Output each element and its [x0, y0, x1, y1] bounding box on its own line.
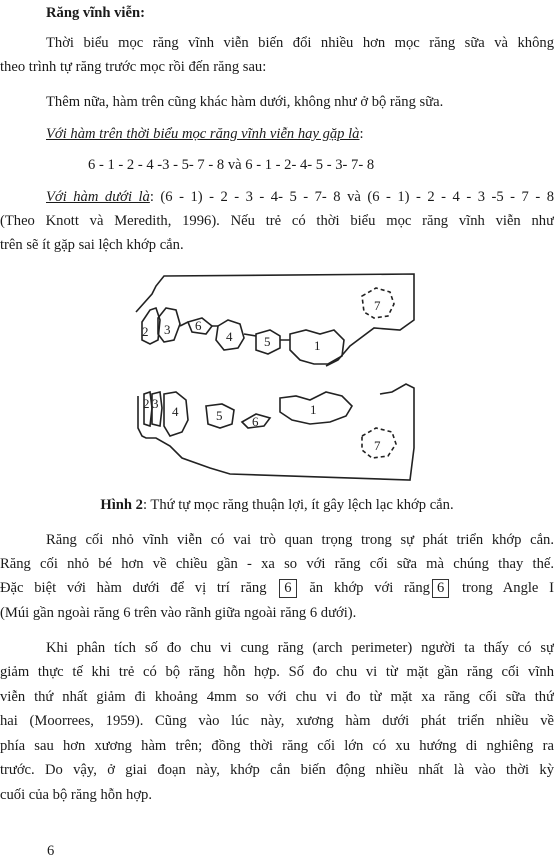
- lower-tooth-label-3: 3: [152, 396, 159, 411]
- lower-tooth-label-5: 5: [216, 408, 223, 423]
- paragraph-3-line-3: Đặc biệt với hàm dưới để vị trí răng 6 ăn khớp với răng 6 trong Angle I: [0, 580, 554, 596]
- paragraph-3-line-4: (Múi gần ngoài răng 6 trên vào rãnh giữa ngoài răng 6 dưới).: [0, 605, 357, 621]
- lower-jaw-line-2: (Theo Knott và Meredith, 1996). Nếu trẻ có thời biểu mọc răng vĩnh viễn như: [0, 213, 554, 229]
- paragraph-2: Thêm nữa, hàm trên cũng khác hàm dưới, không như ở bộ răng sữa.: [46, 94, 444, 110]
- paragraph-4-line-4: hai (Moorrees, 1959). Cũng vào lúc này, xương hàm dưới phát triển nhiều về: [0, 713, 554, 729]
- paragraph-4-line-3: viễn thứ nhất giảm đi khoảng 4mm so với chu vi đo từ mặt xa răng cối sữa thứ: [0, 689, 554, 705]
- paragraph-1-line-2: theo trình tự răng trước mọc rồi đến răng sau:: [0, 59, 267, 75]
- upper-jaw-outline: [136, 274, 414, 366]
- paragraph-3-line-2: Răng cối nhỏ bé hơn về chiều gần - xa so với răng cối sữa mà chúng thay thế.: [0, 556, 554, 572]
- tooth-6-box-lower: 6: [432, 579, 449, 598]
- upper-jaw-sequence: 6 - 1 - 2 - 4 -3 - 5- 7 - 8 và 6 - 1 - 2- 4- 5 - 3- 7- 8: [88, 157, 375, 173]
- upper-tooth-label-6: 6: [195, 318, 202, 333]
- paragraph-4-line-2: giảm thực tế khi trẻ có bộ răng hỗn hợp. Số đo chu vi từ mặt gần răng cối vĩnh: [0, 664, 554, 680]
- tooth-eruption-figure: [130, 268, 430, 488]
- upper-tooth-label-3: 3: [164, 322, 171, 337]
- upper-tooth-label-5: 5: [264, 334, 271, 349]
- paragraph-4-line-7: cuối của bộ răng hỗn hợp.: [0, 787, 152, 803]
- upper-jaw-label: Với hàm trên thời biểu mọc răng vĩnh viễn hay gặp là:: [46, 126, 364, 142]
- figure-caption: Hình 2: Thứ tự mọc răng thuận lợi, ít gây lệch lạc khớp cắn.: [100, 497, 454, 513]
- upper-tooth-label-7: 7: [374, 298, 381, 313]
- paragraph-1-line-1: Thời biểu mọc răng vĩnh viễn biến đổi nhiều hơn mọc răng sữa và không: [46, 35, 554, 51]
- lower-tooth-label-6: 6: [252, 414, 259, 429]
- paragraph-3-line-1: Răng cối nhỏ vĩnh viễn có vai trò quan trọng trong sự phát triển khớp cắn.: [46, 532, 554, 548]
- paragraph-4-line-6: trước. Do vậy, ở giai đoạn này, khớp cắn biến động nhiều nhất là vào thời kỳ: [0, 762, 554, 778]
- lower-tooth-label-4: 4: [172, 404, 179, 419]
- lower-jaw-outline: [138, 384, 414, 480]
- upper-tooth-label-1: 1: [314, 338, 321, 353]
- lower-jaw-line-3: trên sẽ ít gặp sai lệch khớp cắn.: [0, 237, 184, 253]
- tooth-6-box-upper: 6: [279, 579, 296, 598]
- paragraph-4-line-1: Khi phân tích số đo chu vi cung răng (arch perimeter) người ta thấy có sự: [46, 640, 554, 656]
- lower-tooth-label-1: 1: [310, 402, 317, 417]
- upper-tooth-label-2: 2: [142, 324, 149, 339]
- page-number: 6: [47, 843, 55, 859]
- lower-tooth-label-7: 7: [374, 438, 381, 453]
- section-heading: Răng vĩnh viễn:: [46, 5, 145, 21]
- paragraph-4-line-5: phía sau hơn xương hàm trên; đồng thời răng cối lớn có xu hướng di nghiêng ra: [0, 738, 554, 754]
- lower-tooth-label-2: 2: [143, 396, 150, 411]
- upper-tooth-label-4: 4: [226, 329, 233, 344]
- lower-jaw-line-1: Với hàm dưới là: (6 - 1) - 2 - 3 - 4- 5 - 7- 8 và (6 - 1) - 2 - 4 - 3 -5 - 7 - 8: [46, 189, 554, 205]
